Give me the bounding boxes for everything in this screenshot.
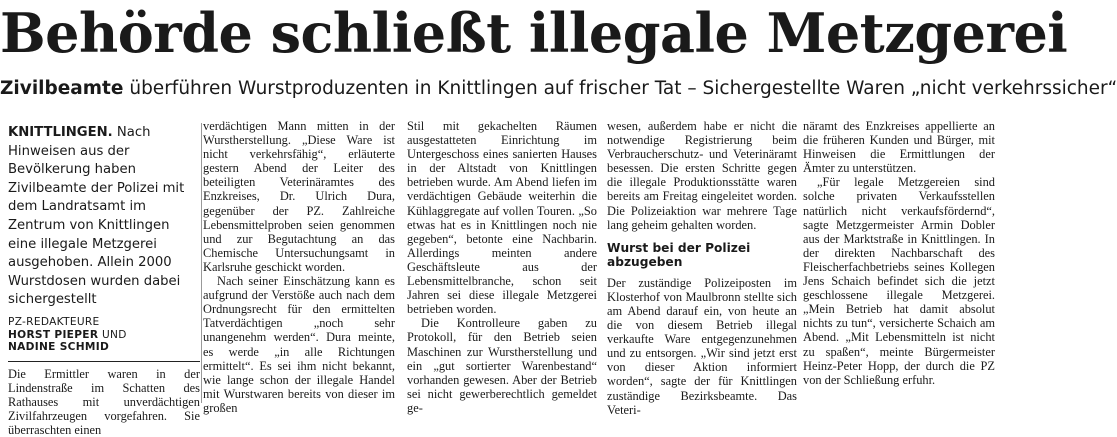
- subheadline-text: überführen Wurstproduzenten in Knittlingen auf frischer Tat – Sichergestellte Waren „nicht verkehrssicher“: [129, 78, 1117, 99]
- byline-author-1: HORST PIEPER: [8, 328, 99, 341]
- article-lead: [8, 119, 200, 310]
- article-subhead: Wurst bei der Polizei abzugeben: [607, 240, 751, 269]
- paragraph: verdächtigen Mann mitten in der Wurstherstellung. „Diese Ware ist nicht verkehrsfähig“, erläuterte gestern Abend der Leiter des beteiligten Veterinäramtes des Enzkreises, Dr. Ulrich Dura, gegenüber der PZ. Zahlreiche Lebensmittelproben seien genommen und zur Begutachtung an das Chemische Untersuchungsamt in Karlsruhe geschickt worden.: [203, 119, 395, 274]
- lead-divider: [8, 361, 200, 362]
- article-column-2: [203, 119, 395, 415]
- byline-joiner: UND: [101, 328, 127, 341]
- dateline: KNITTLINGEN.: [8, 125, 113, 140]
- column-divider: [201, 123, 202, 403]
- article-column-1: [8, 119, 200, 437]
- article-column-3: [407, 119, 597, 415]
- paragraph: wesen, außerdem habe er nicht die notwendige Registrierung beim Verbraucherschutz- und Veterinäramt besessen. Die ersten Schritte gegen die illegale Produktionsstätte waren bereits am Freitag eingeleitet worden. Die Polizeiaktion war mehrere Tage lang geheim gehalten worden.: [607, 119, 797, 232]
- byline-role: PZ-REDAKTEURE: [8, 315, 100, 328]
- paragraph: Stil mit gekachelten Räumen ausgestatteten Einrichtung im Untergeschoss eines sanierten Hauses in der Altstadt von Knittlingen betrieben wurde. Am Abend liefen im verdächtigen Gebäude weiterhin die Kühlaggregate auf vollen Touren. „So etwas hat es in Knittlingen noch nie gegeben“, betonte eine Nachbarin. Allerdings meinten andere Geschäftsleute aus der Lebensmittelbranche, schon seit Jahren sei diese illegale Metzgerei betrieben worden.: [407, 119, 597, 317]
- lead-text: Nach Hinweisen aus der Bevölkerung haben Zivilbeamte der Polizei mit dem Landratsamt im Zentrum von Knittlingen eine illegale Metzgerei ausgehoben. Allein 2000 Wurstdosen wurden dabei sichergestellt: [8, 125, 185, 308]
- paragraph: Der zuständige Polizeiposten im Klosterhof von Maulbronn stellte sich am Abend darauf ein, von heute an die von diesem Betrieb illegal verkaufte Ware entgegenzunehmen und zu entsorgen. „Wir sind jetzt erst von dieser Aktion informiert worden“, sagte der für Knittlingen zuständige Bezirksbeamte. Das Veteri-: [607, 275, 797, 417]
- paragraph: Die Ermittler waren in der Lindenstraße im Schatten des Rathauses mit unverdächtigen Zivilfahrzeugen vorgefahren. Sie überraschten einen: [8, 366, 200, 437]
- article-column-4: [607, 119, 797, 417]
- paragraph: Die Kontrolleure gaben zu Protokoll, für den Betrieb seien Maschinen zur Wurstherstellung und ein „gut sortierter Warenbestand“ vorhanden gewesen. Aber der Betrieb sei nicht gewerberechtlich gemeldet ge-: [407, 316, 597, 415]
- paragraph: näramt des Enzkreises appellierte an die früheren Kunden und Bürger, mit Hinweisen die Ermittlungen der Ämter zu unterstützen.: [803, 119, 995, 176]
- article-column-5: [803, 119, 995, 403]
- article-headline: Behörde schließt illegale Metzgerei: [0, 1, 1068, 65]
- paragraph: Nach seiner Einschätzung kann es aufgrund der Verstöße auch nach dem Ordnungsrecht für den ermittelten Tatverdächtigen „noch sehr unangenehm werden“. Dura meinte, es werde „in alle Richtungen ermittelt“. Es sei ihm nicht bekannt, wie lange schon der illegale Handel mit Wurstwaren bereits von dieser im großen: [203, 274, 395, 415]
- byline-author-2: NADINE SCHMID: [8, 341, 110, 354]
- paragraph: „Für legale Metzgereien sind solche privaten Verkaufsstellen natürlich nicht verkaufsfördernd“, sagte Metzgermeister Armin Dobler aus der Marktstraße in Knittlingen. In der direkten Nachbarschaft des Fleischerfachbetriebs seines Kollegen Jens Schaich befindet sich die jetzt geschlossene illegale Metzgerei. „Mein Betrieb hat damit absolut nichts zu tun“, versicherte Schaich am Abend. „Mit Lebensmitteln ist nicht zu spaßen“, meinte Bürgermeister Heinz-Peter Hopp, der durch die PZ von der Schließung erfuhr.: [803, 175, 995, 387]
- article-subheadline: [0, 76, 1117, 102]
- subheadline-lead-word: Zivilbeamte: [0, 78, 124, 99]
- byline: [8, 316, 200, 361]
